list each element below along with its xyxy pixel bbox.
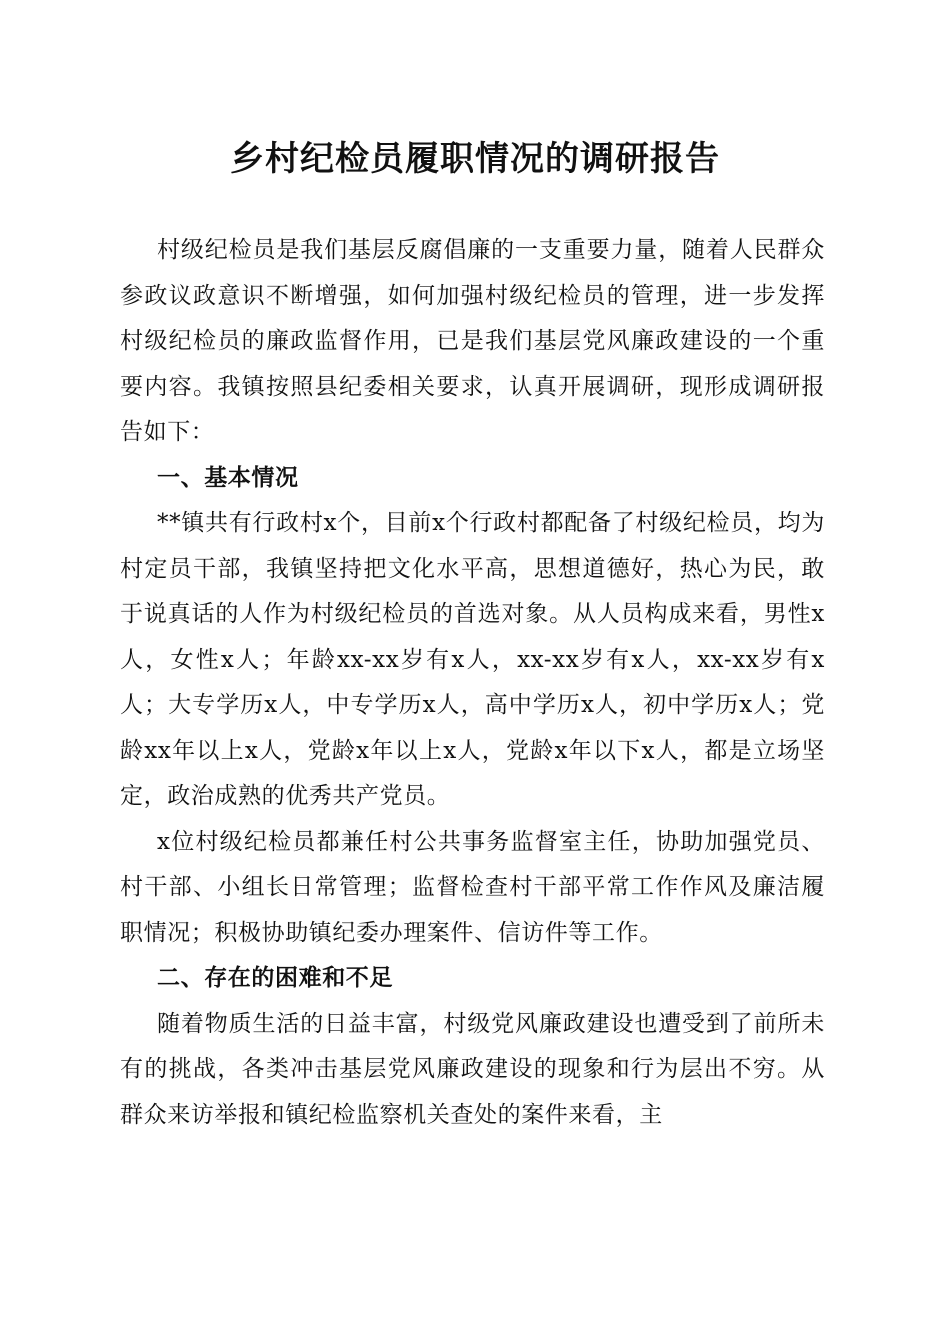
section-heading-basic-situation: 一、基本情况	[157, 464, 299, 491]
difficulties-paragraph-1: 随着物质生活的日益丰富，村级党风廉政建设也遭受到了前所未有的挑战，各类冲击基层党风廉政建设的现象和行为层出不穷。从群众来访举报和镇纪检监察机关查处的案件来看，主	[120, 1010, 825, 1128]
basic-situation-paragraph-1: **镇共有行政村x个，目前x个行政村都配备了村级纪检员，均为村定员干部，我镇坚持把文化水平高，思想道德好，热心为民，敢于说真话的人作为村级纪检员的首选对象。从人员构成来看，男性x人，女性x人；年龄xx-xx岁有x人，xx-xx岁有x人，xx-xx岁有x人；大专学历x人，中专学历x人，高中学历x人，初中学历x人；党龄xx年以上x人，党龄x年以上x人，党龄x年以下x人，都是立场坚定，政治成熟的优秀共产党员。	[120, 510, 825, 809]
document-title: 乡村纪检员履职情况的调研报告	[230, 139, 720, 179]
intro-paragraph: 村级纪检员是我们基层反腐倡廉的一支重要力量，随着人民群众参政议政意识不断增强，如何加强村级纪检员的管理，进一步发挥村级纪检员的廉政监督作用，已是我们基层党风廉政建设的一个重要内容。我镇按照县纪委相关要求，认真开展调研，现形成调研报告如下：	[120, 237, 825, 445]
section-heading-difficulties: 二、存在的困难和不足	[157, 965, 393, 991]
document-body	[120, 228, 825, 1138]
basic-situation-paragraph-2: x位村级纪检员都兼任村公共事务监督室主任，协助加强党员、村干部、小组长日常管理；监督检查村干部平常工作作风及廉洁履职情况；积极协助镇纪委办理案件、信访件等工作。	[120, 828, 825, 946]
